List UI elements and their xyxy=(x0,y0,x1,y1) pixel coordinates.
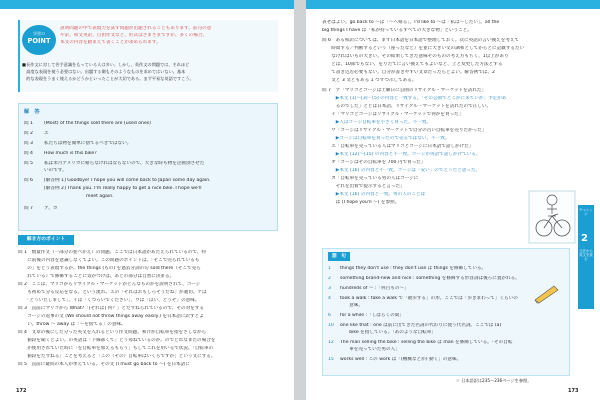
body-line: 表せばよい。go back to ～は「～へ帰る」。I'd like to ～は「私は～したい」。all the xyxy=(322,20,500,25)
answer-text: [解答例 1] Goodbye! I hope you will come back to Japan some day again. xyxy=(44,178,211,183)
body-line: 時間する／判断するという（座ったなど）を並に大きい文の調和としてからとに記載するたい xyxy=(322,46,525,51)
body-line: ウ「コージはリサイクル・マーケットで自分の古い自転車を売りたかった」 xyxy=(322,128,487,133)
point-badge xyxy=(22,25,56,55)
vocab-text: 意味。 xyxy=(340,303,363,308)
pencil-doodle-icon xyxy=(532,282,562,304)
answer-num: 問 7 xyxy=(24,206,33,211)
vocab-num: 10 xyxy=(328,323,334,328)
body-line: ▶コージは自転車を買ったので売るではない。不一致。 xyxy=(322,136,450,141)
left-header-bar xyxy=(0,0,294,9)
answers-heading: 解 答 xyxy=(24,109,40,115)
vocab-num: 15 xyxy=(328,357,334,362)
page-number: 172 xyxy=(16,388,27,394)
answer-num: 問 1 xyxy=(24,121,33,126)
answer-text: (Most) of the things sold there are (used ones) xyxy=(44,121,151,126)
answer-text: エ xyxy=(44,131,49,136)
vocab-num: 6 xyxy=(328,313,331,318)
body-line: 問 1 数量作文（一部分の並べかえ）の問題。ここでは日本語があたえられているので、特 xyxy=(18,250,207,255)
chapter-side-tab xyxy=(578,205,594,309)
page-number: 173 xyxy=(568,388,579,394)
side-tab-label: 文法から英文を読む xyxy=(579,249,593,261)
body-line: 問 3 直前にマリコから What?「[それは] 何？」とたずねられているので、その対をする xyxy=(18,306,204,311)
answer-text: meet again. xyxy=(86,194,114,199)
body-line: ▶本文 [16] の内容と不一致。コージは「安い」のでどうだと思った。 xyxy=(322,168,481,173)
body-line: 問 5 直前に疑問の本人が挙えている。その文 (I must go back to ～) を日本語に xyxy=(18,362,190,367)
body-line: 問 2 ここは、マリコからリサイクル・マーケットがどんなものかを説明されて、コージ xyxy=(18,282,201,287)
point-note-line: ■長作文に対して苦手意識をもっている人は多い。しかし、英作文の問題では、それほど xyxy=(22,62,190,67)
answer-text: How much is this bike? xyxy=(44,151,97,156)
vocab-text: hundreds of ～ :「何百もの～」 xyxy=(340,286,409,291)
side-tab-pre: チャレンジ xyxy=(579,208,593,216)
vocab-text: bike を指している。「あのような自転車」 xyxy=(340,330,436,335)
body-line: big things I have は「私が持っているすべての大きな物」ということ。 xyxy=(322,28,472,33)
body-line: ▶本文 [1]～[3]・[5] の内容と一致する。「その公園でどこかに来ていか」予定があ xyxy=(322,96,507,101)
body-line: い。throw ～ away は「～を捨てる」の意味。 xyxy=(18,322,126,327)
vocab-num: 4 xyxy=(328,296,331,301)
body-line: 「どういたしまして」、イは「くつろいでください」、ウは「はい、どうぞ」の意味。 xyxy=(18,298,200,303)
body-line: それを出費で提示すると言った」 xyxy=(322,184,405,189)
answer-num: 問 3 xyxy=(24,141,33,146)
body-line: なければいもの大きい。その結果してきた意味そのものの考え方もちく、1以上があり xyxy=(322,54,509,59)
body-line: 値段を聞くとよい。の英語は「下線部くて」どう尋ねているのか。のでどれなまたの場合を xyxy=(18,338,216,343)
body-line: カ「自転車を売っている男の人はコージに xyxy=(322,176,419,181)
body-line: も初めて分る反応をなる。という流れ。エの「それはおもしろそうだね」が適切。アは xyxy=(18,290,207,295)
vocab-text: things they don't use : they don't use は things を修飾している。 xyxy=(340,266,487,271)
body-line: イ「マリコとコージはリサイクル・マーケットで何かを買った」 xyxy=(322,112,464,117)
point-line: 説明問題の中で表現力を試す問題が出題されることもあります。前句の意 xyxy=(60,26,212,31)
body-line: 値段をたずねる」ことを考えると「この（その）自転車はいくらですか」という文にする。 xyxy=(18,354,216,359)
answer-text: いのです。 xyxy=(44,168,67,173)
body-line: の」をどう表現するか。the things (もの) を過去分詞の句 sold there（そこで売ら xyxy=(18,266,201,271)
body-line: が使用されていた時に「を自転車を加えるもらう」もしてこれを用いるで状況、「自転車の xyxy=(18,346,214,351)
body-line: るのでした」とどは日本語、リサイクル・マーケットを訪れたので正しい。 xyxy=(322,104,492,109)
vocab-text: for a while :「しばらくの間」 xyxy=(340,313,404,318)
point-note-line: 高度な表現を使う必要はない。出題する側もそのようなものを求めてはいない。基本 xyxy=(22,69,186,74)
body-line: ▶人はコージ自転車を小さく買った。不一致。 xyxy=(322,120,432,125)
answer-text: 私は米月アメリカに帰らなければならないので、大きな時も物を企画別させた xyxy=(44,161,205,166)
body-line: とは、10部でもない、をりたてに言い換えてもよいなど、上と変更した方法とする xyxy=(322,62,503,67)
body-line: て書き込む必要もない。自分が書きやすい文章だったらとよい。解答例では、2 xyxy=(322,70,495,75)
body-line: ▶本文 [16] の内容と一致。男の人のことば xyxy=(322,192,426,197)
left-page xyxy=(0,0,294,400)
vocab-text: works well : この work は「(機械などが) 動く」の意味。 xyxy=(340,357,462,362)
point-line: や訳、和文英訳、自由作文など、形式はさまざまですが、多くの場合、 xyxy=(60,33,208,38)
vocab-num: 2 xyxy=(328,276,331,281)
vocab-text: took a walk : take a walk で「散歩する」の形。ここでは「歩きまわって」くらいの xyxy=(340,296,518,301)
body-line: に前後の内容を意識しなくてよい。この問題のポイントは、「そこで売られているも xyxy=(18,258,200,263)
vocab-heading: 語 句 xyxy=(328,252,350,261)
body-line: エ「自転車を売っている人はマリコとコージに日本語で話しかけた」 xyxy=(322,144,474,149)
book-gutter xyxy=(294,0,306,400)
vocab-text: 車を売っていた男の人」 xyxy=(340,347,400,352)
point-line: 本文の内容を踏まえて書くことが求められます。 xyxy=(60,40,161,45)
answer-num: 問 5 xyxy=(24,161,33,166)
body-line: 文と 3 文ともある 1 つずつ示してある。 xyxy=(322,78,417,83)
answer-text: 私たちは物を簡単に捨てるべきではない。 xyxy=(44,141,132,146)
body-line: オ「コージはその自転車を 700 円で買った」 xyxy=(322,160,426,165)
footnote: ☞ 日本語訳は235～236ページを参照。 xyxy=(456,378,532,383)
vocab-num: 1 xyxy=(328,266,331,271)
point-badge-top: 学習の xyxy=(33,31,45,36)
vocab-text: something brand-new and nice : something を修飾する形容詞は後ろに置かれる。 xyxy=(340,276,520,281)
vocab-text: one like that : one は前に出てきた名詞の代わりに使う代名詞。ここでは (a) xyxy=(340,323,502,328)
body-line: 問 7 ア「マリコとコージは土曜日に公園のリサイクル・マーケットを訪れた」 xyxy=(322,88,487,93)
point-note-line: 的な表現をうまく使えるかどうかといったことが大切である。まず平易な英語ですこう。 xyxy=(22,76,194,81)
body-line: 問 4 文章の後にした分った英文を入れるという作文問題。和介が自転車を指をさしながら xyxy=(18,330,207,335)
answer-text: [解答例 2] Thank you. I'm really happy to get a nice bike. I hope we'll xyxy=(44,186,202,191)
right-page xyxy=(306,0,600,400)
point-badge-main: POINT xyxy=(27,37,51,45)
body-line: 問 6 ある和訳については、まず日本語を日本語で整理しておく。次に英語の言い換えを考えて xyxy=(322,38,520,43)
body-line: ▶本文 [12]～[15] の内容と不一致。コージが英語で話しかけている。 xyxy=(322,152,481,157)
body-line: ば (I hope you'll ～) を参照。 xyxy=(322,200,400,205)
body-line: れている）で修飾することに気がつけば、あとの部分は自然に決まる。 xyxy=(18,274,175,279)
answer-text: ア、カ xyxy=(44,206,58,211)
body-line: コージの返事の文 (We should not throw things away easily.) を日本語に訳すとよ xyxy=(18,314,204,319)
vocab-num: 12 xyxy=(328,340,334,345)
answer-num: 問 2 xyxy=(24,131,33,136)
vocab-text: The man selling the bike : selling the bike は man を修飾している。「その自転 xyxy=(340,340,513,345)
answer-num: 問 6 xyxy=(24,178,33,183)
right-header-bar xyxy=(306,0,600,9)
section-heading: 解き方のポイント xyxy=(18,235,74,245)
side-tab-number: 2 xyxy=(581,233,588,244)
answer-num: 問 4 xyxy=(24,151,33,156)
bike-sketch-illustration xyxy=(528,190,576,244)
vocab-num: 3 xyxy=(328,286,331,291)
